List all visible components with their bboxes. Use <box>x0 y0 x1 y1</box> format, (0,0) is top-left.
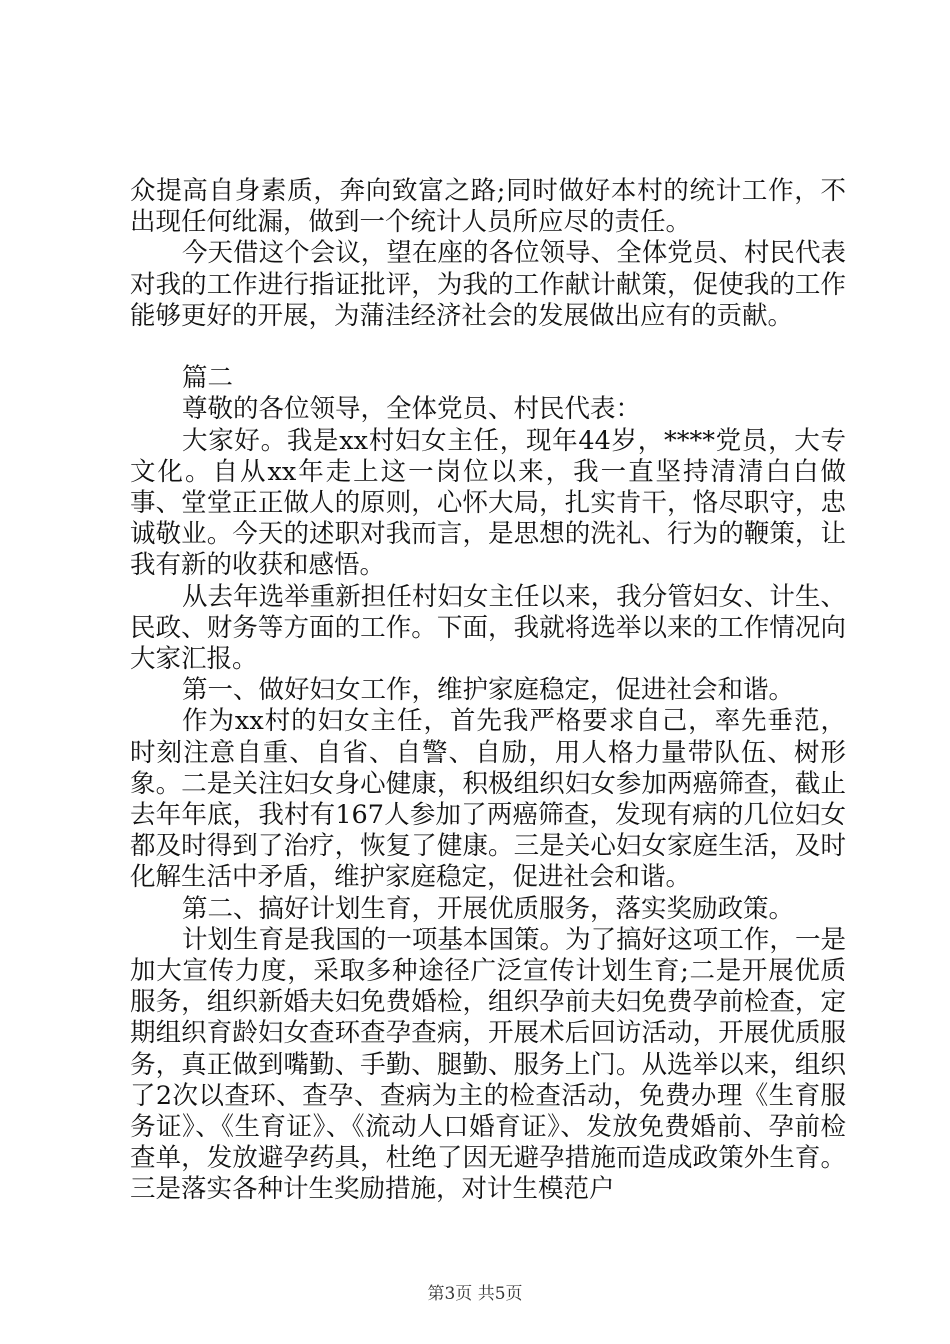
subheading-second: 第二、搞好计划生育，开展优质服务，落实奖励政策。 <box>182 893 795 924</box>
page-number-label: 第3页 共5页 <box>427 1284 523 1304</box>
paragraph-duties-overview: 从去年选举重新担任村妇女主任以来，我分管妇女、计生、民政、财务等方面的工作。下面，我就将选举以来的工作情况向大家汇报。 <box>130 581 846 675</box>
paragraph-closing-request: 今天借这个会议，望在座的各位领导、全体党员、村民代表对我的工作进行指证批评，为我的工作献计献策，促使我的工作能够更好的开展，为蒲洼经济社会的发展做出应有的贡献。 <box>130 238 846 331</box>
paragraph-continuation: 众提高自身素质，奔向致富之路;同时做好本村的统计工作，不出现任何纰漏，做到一个统计人员所应尽的责任。 <box>130 176 846 238</box>
blank-line <box>130 332 846 363</box>
paragraph-family-planning: 计划生育是我国的一项基本国策。为了搞好这项工作，一是加大宣传力度，采取多种途径广泛宣传计划生育;二是开展优质服务，组织新婚夫妇免费婚检，组织孕前夫妇免费孕前检查，定期组织育龄妇女查环查孕查病，开展术后回访活动，开展优质服务，真正做到嘴勤、手勤、腿勤、服务上门。从选举以来，组织了2次以查环、查孕、查病为主的检查活动，免费办理《生育服务证》、《生育证》、《流动人口婚育证》、发放免费婚前、孕前检查单，发放避孕药具，杜绝了因无避孕措施而造成政策外生育。三是落实各种计生奖励措施，对计生模范户 <box>130 924 846 1205</box>
section-heading-part-two: 篇二 <box>182 363 234 394</box>
salutation: 尊敬的各位领导，全体党员、村民代表： <box>182 394 642 425</box>
paragraph-women-work: 作为xx村的妇女主任，首先我严格要求自己，率先垂范，时刻注意自重、自省、自警、自励，用人格力量带队伍、树形象。二是关注妇女身心健康，积极组织妇女参加两癌筛查，截止去年年底，我村有167人参加了两癌筛查，发现有病的几位妇女都及时得到了治疗，恢复了健康。三是关心妇女家庭生活，及时化解生活中矛盾，维护家庭稳定，促进社会和谐。 <box>130 706 846 893</box>
document-body <box>130 176 846 1206</box>
page-footer <box>0 1279 950 1304</box>
subheading-first: 第一、做好妇女工作，维护家庭稳定，促进社会和谐。 <box>182 675 795 706</box>
paragraph-introduction: 大家好。我是xx村妇女主任，现年44岁，****党员，大专文化。自从xx年走上这一岗位以来，我一直坚持清清白白做事、堂堂正正做人的原则，心怀大局，扎实肯干，恪尽职守，忠诚敬业。今天的述职对我而言，是思想的洗礼、行为的鞭策，让我有新的收获和感悟。 <box>130 425 846 581</box>
